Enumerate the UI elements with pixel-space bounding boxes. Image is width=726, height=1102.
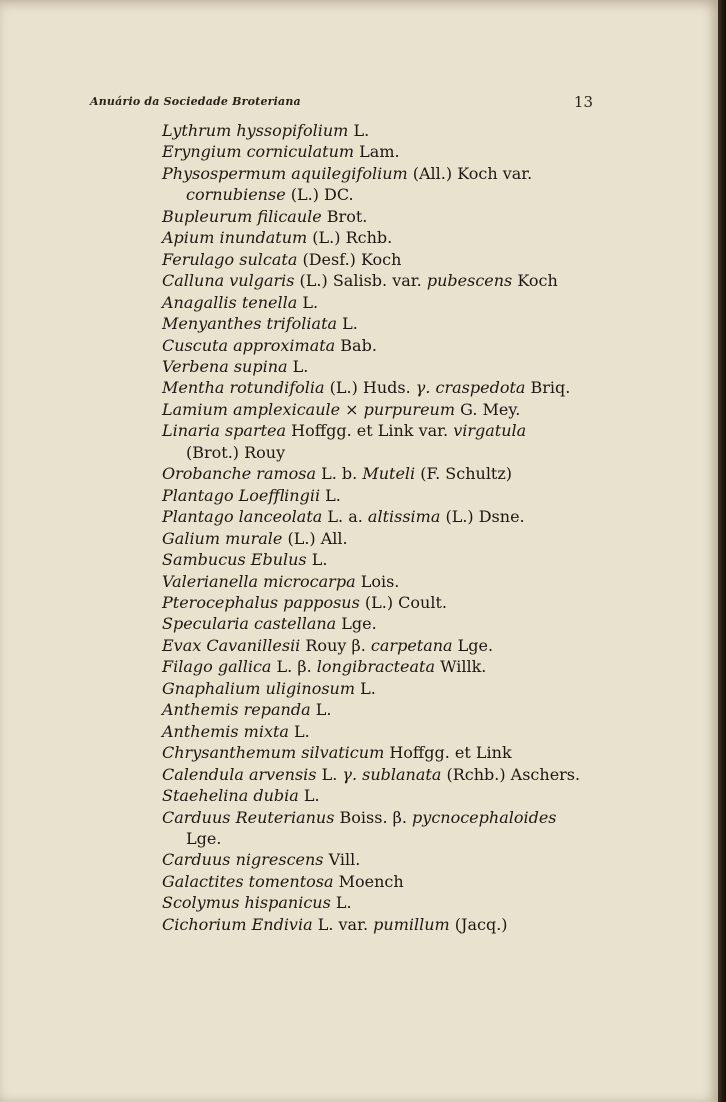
authority-text: Lge. [186, 828, 222, 848]
entry-line [162, 142, 400, 161]
authority-text: Willk. [435, 657, 487, 677]
authority-text: L. [330, 893, 352, 913]
entry-line [162, 293, 318, 312]
taxon-name: Menyanthes trifoliata [162, 314, 338, 334]
taxon-name: γ. craspedota [415, 378, 526, 398]
entry-line [162, 550, 327, 569]
taxon-name: Staehelina dubia [162, 786, 299, 806]
species-entry [162, 721, 602, 742]
authority-text: Lois. [355, 571, 400, 591]
entry-continuation-line [162, 184, 602, 205]
species-entry [162, 699, 602, 720]
authority-text: L. [306, 550, 328, 570]
authority-text: (All.) Koch var. [407, 163, 533, 183]
taxon-name: Linaria spartea [162, 421, 287, 441]
species-entry [162, 914, 602, 935]
taxon-name: cornubiense [186, 185, 286, 205]
species-entry [162, 335, 602, 356]
taxon-name: Chrysanthemum silvaticum [162, 743, 385, 763]
entry-line [162, 421, 526, 440]
entry-line [162, 614, 377, 633]
taxon-name: Lythrum hyssopifolium [162, 121, 349, 140]
authority-text: Koch [512, 271, 558, 291]
entry-line [162, 357, 308, 376]
entry-line [162, 893, 352, 912]
taxon-name: Bupleurum filicaule [162, 206, 322, 226]
entry-line [162, 378, 570, 397]
authority-text: Lge. [452, 635, 494, 655]
authority-text: L. a. [322, 507, 368, 527]
authority-text: (L.) Salisb. var. [294, 271, 427, 291]
species-entry [162, 807, 602, 850]
taxon-name: Plantago Loefflingii [162, 485, 321, 505]
species-entry [162, 292, 602, 313]
authority-text: (L.) Rchb. [307, 228, 393, 248]
authority-text: L. b. [316, 464, 363, 484]
entry-continuation-line [162, 442, 602, 463]
taxon-name: Filago gallica [162, 657, 272, 677]
taxon-name: purpureum [363, 399, 456, 419]
species-entry [162, 163, 602, 206]
species-entry [162, 399, 602, 420]
authority-text: Vill. [323, 850, 361, 870]
species-entry [162, 656, 602, 677]
taxon-name: Sambucus Ebulus [162, 550, 307, 570]
authority-text: Bab. [335, 335, 377, 355]
taxon-name: Carduus nigrescens [162, 850, 324, 870]
authority-text: L. [337, 314, 358, 334]
taxon-name: longibracteata [316, 657, 435, 677]
taxon-name: Ferulago sulcata [162, 249, 298, 269]
authority-text: Hoffgg. et Link var. [286, 421, 454, 441]
taxon-name: Valerianella microcarpa [162, 571, 356, 591]
taxon-name: Orobanche ramosa [162, 464, 317, 484]
entry-line [162, 336, 377, 355]
taxon-name: Calluna vulgaris [162, 271, 295, 291]
species-entry [162, 592, 602, 613]
authority-text: Brot. [321, 206, 368, 226]
entry-line [162, 271, 558, 290]
authority-text: (L.) DC. [285, 185, 354, 205]
species-entry [162, 206, 602, 227]
authority-text: Lam. [354, 142, 400, 162]
taxon-name: pubescens [426, 271, 513, 291]
authority-text: (L.) All. [282, 528, 348, 548]
entry-line [162, 572, 399, 591]
authority-text: Hoffgg. et Link [384, 743, 512, 763]
entry-line [162, 722, 310, 741]
authority-text: L. [310, 700, 332, 720]
authority-text: L. [287, 356, 309, 376]
authority-text: G. Mey. [455, 399, 521, 419]
taxon-name: Lamium amplexicaule [162, 399, 341, 419]
taxon-name: Anthemis mixta [162, 721, 289, 741]
authority-text: Moench [333, 871, 404, 891]
species-entry [162, 549, 602, 570]
authority-text: L. [297, 292, 319, 312]
entry-line [162, 207, 367, 226]
entry-line [162, 250, 401, 269]
species-entry [162, 528, 602, 549]
taxon-name: Galium murale [162, 528, 283, 548]
taxon-name: altissima [367, 507, 441, 527]
entry-line [162, 765, 580, 784]
authority-text: (L.) Coult. [359, 592, 447, 612]
species-entry [162, 377, 602, 398]
entry-line [162, 486, 341, 505]
entry-line [162, 529, 348, 548]
taxon-name: Muteli [362, 464, 416, 484]
authority-text: (L.) Dsne. [440, 507, 525, 527]
entry-line [162, 593, 447, 612]
taxon-name: Verbena supina [162, 356, 288, 376]
authority-text: Lge. [336, 614, 377, 634]
taxon-name: Plantago lanceolata [162, 507, 323, 527]
species-entry [162, 785, 602, 806]
taxon-name: Cichorium Endivia [162, 914, 313, 934]
species-entry [162, 313, 602, 334]
species-entry [162, 506, 602, 527]
taxon-name: Physospermum aquilegifolium [162, 163, 408, 183]
species-list [162, 120, 602, 935]
entry-line [162, 464, 512, 483]
species-entry [162, 463, 602, 484]
authority-text: (Jacq.) [449, 914, 508, 934]
authority-text: (L.) Huds. [324, 378, 416, 398]
authority-text: Boiss. β. [334, 807, 413, 827]
species-entry [162, 871, 602, 892]
authority-text: L. [348, 121, 370, 140]
entry-line [162, 679, 376, 698]
authority-text: (Rchb.) Aschers. [441, 764, 581, 784]
entry-line [162, 915, 508, 934]
authority-text: L. [320, 485, 341, 505]
running-title: Anuário da Sociedade Broteriana [90, 95, 301, 108]
species-entry [162, 270, 602, 291]
taxon-name: Galactites tomentosa [162, 871, 334, 891]
entry-line [162, 400, 520, 419]
page-edge [718, 0, 726, 1102]
entry-line [162, 808, 557, 827]
species-entry [162, 742, 602, 763]
species-entry [162, 120, 602, 141]
entry-line [162, 636, 493, 655]
authority-text: L. β. [271, 657, 317, 677]
entry-continuation-line [162, 828, 602, 849]
species-entry [162, 485, 602, 506]
species-entry [162, 227, 602, 248]
entry-line [162, 164, 532, 183]
species-entry [162, 141, 602, 162]
page-header [90, 93, 593, 113]
authority-text: × [340, 399, 364, 419]
authority-text: Rouy β. [300, 635, 371, 655]
authority-text: L. [316, 764, 343, 784]
species-entry [162, 849, 602, 870]
entry-line [162, 507, 525, 526]
authority-text: L. [298, 786, 320, 806]
species-entry [162, 356, 602, 377]
taxon-name: γ. sublanata [342, 764, 442, 784]
taxon-name: carpetana [370, 635, 453, 655]
taxon-name: Apium inundatum [162, 228, 308, 248]
species-entry [162, 678, 602, 699]
authority-text: L. [355, 678, 376, 698]
taxon-name: virgatula [453, 421, 527, 441]
entry-line [162, 700, 331, 719]
authority-text: L. [288, 721, 310, 741]
species-entry [162, 892, 602, 913]
taxon-name: Specularia castellana [162, 614, 337, 634]
taxon-name: Pterocephalus papposus [162, 592, 360, 612]
entry-line [162, 121, 369, 140]
taxon-name: pycnocephaloides [412, 807, 557, 827]
entry-line [162, 657, 486, 676]
page-number: 13 [573, 93, 593, 111]
authority-text: (F. Schultz) [415, 464, 513, 484]
authority-text: Briq. [525, 378, 571, 398]
taxon-name: Eryngium corniculatum [162, 142, 355, 162]
entry-line [162, 228, 392, 247]
entry-line [162, 743, 512, 762]
species-entry [162, 764, 602, 785]
taxon-name: Evax Cavanillesii [162, 635, 301, 655]
taxon-name: Mentha rotundifolia [162, 378, 325, 398]
species-entry [162, 613, 602, 634]
entry-line [162, 872, 404, 891]
species-entry [162, 249, 602, 270]
species-entry [162, 571, 602, 592]
taxon-name: Carduus Reuterianus [162, 807, 335, 827]
taxon-name: Anagallis tenella [162, 292, 298, 312]
authority-text: (Desf.) Koch [297, 249, 402, 269]
species-entry [162, 635, 602, 656]
species-entry [162, 420, 602, 463]
taxon-name: Scolymus hispanicus [162, 893, 331, 913]
entry-line [162, 314, 358, 333]
taxon-name: Calendula arvensis [162, 764, 317, 784]
taxon-name: Anthemis repanda [162, 700, 311, 720]
entry-line [162, 786, 320, 805]
authority-text: L. var. [312, 914, 374, 934]
taxon-name: Cuscuta approximata [162, 335, 336, 355]
entry-line [162, 850, 360, 869]
taxon-name: Gnaphalium uliginosum [162, 678, 356, 698]
taxon-name: pumillum [373, 914, 450, 934]
authority-text: (Brot.) Rouy [186, 442, 286, 462]
